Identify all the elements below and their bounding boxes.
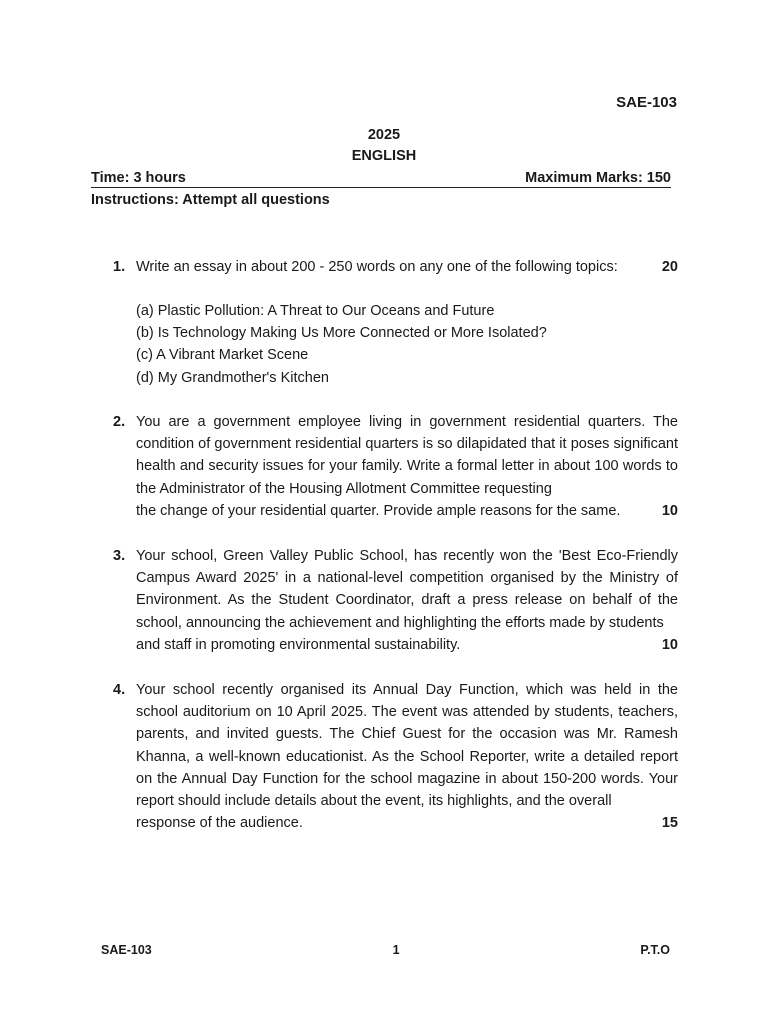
page-number: 1: [392, 943, 400, 957]
question-2: [91, 411, 678, 522]
question-text-last: and staff in promoting environmental sustainability.: [136, 636, 461, 653]
question-number: 3.: [113, 548, 126, 564]
subject-title: ENGLISH: [351, 148, 417, 164]
question-3: [91, 545, 678, 656]
question-marks: 20: [661, 259, 678, 275]
max-marks-label: Maximum Marks: 150: [525, 170, 671, 186]
question-number: 1.: [113, 259, 126, 275]
question-4: [91, 679, 678, 834]
page-footer: [101, 943, 670, 957]
option-b: (b) Is Technology Making Us More Connected or More Isolated?: [136, 325, 547, 342]
question-marks: 15: [661, 815, 678, 832]
option-a: (a) Plastic Pollution: A Threat to Our Oceans and Future: [136, 303, 495, 319]
question-marks: 10: [661, 636, 678, 653]
exam-year: 2025: [367, 127, 401, 143]
footer-code: SAE-103: [101, 943, 152, 957]
question-1: [91, 256, 678, 278]
question-number: 4.: [113, 682, 126, 698]
option-c: (c) A Vibrant Market Scene: [136, 347, 309, 364]
question-1-options: [136, 300, 547, 389]
question-text: Write an essay in about 200 - 250 words on any one of the following topics:: [136, 259, 618, 275]
time-label: Time: 3 hours: [91, 170, 186, 186]
pto-label: P.T.O: [640, 943, 670, 957]
question-number: 2.: [113, 414, 126, 430]
paper-code: SAE-103: [616, 94, 677, 111]
option-d: (d) My Grandmother's Kitchen: [136, 369, 329, 386]
question-text: Your school recently organised its Annual Day Function, which was held in the school auditorium on 10 April 2025. The event was attended by students, teachers, parents, and invited guests. The Chief Guest for the occasion was Mr. Ramesh Khanna, a well-known educationist. As the School Reporter, write a detailed report on the Annual Day Function for the school magazine in about 150-200 words. Your report should include details about the event, its highlights, and the overall: [136, 682, 678, 810]
question-text-last: the change of your residential quarter. Provide ample reasons for the same.: [136, 502, 621, 519]
instructions: Instructions: Attempt all questions: [91, 192, 330, 208]
meta-row: [91, 169, 671, 188]
question-text-last: response of the audience.: [136, 815, 303, 832]
question-text: You are a government employee living in government residential quarters. The condition of government residential quarters is so dilapidated that it poses significant health and security issues for your family. Write a formal letter in about 100 words to the Administrator of the Housing Allotment Committee requesting: [136, 414, 678, 497]
question-marks: 10: [661, 502, 678, 519]
question-text: Your school, Green Valley Public School, has recently won the 'Best Eco-Friendly Campus Award 2025' in a national-level competition organised by the Ministry of Environment. As the Student Coordinator, draft a press release on behalf of the school, announcing the achievement and highlighting the efforts made by students: [136, 548, 678, 631]
